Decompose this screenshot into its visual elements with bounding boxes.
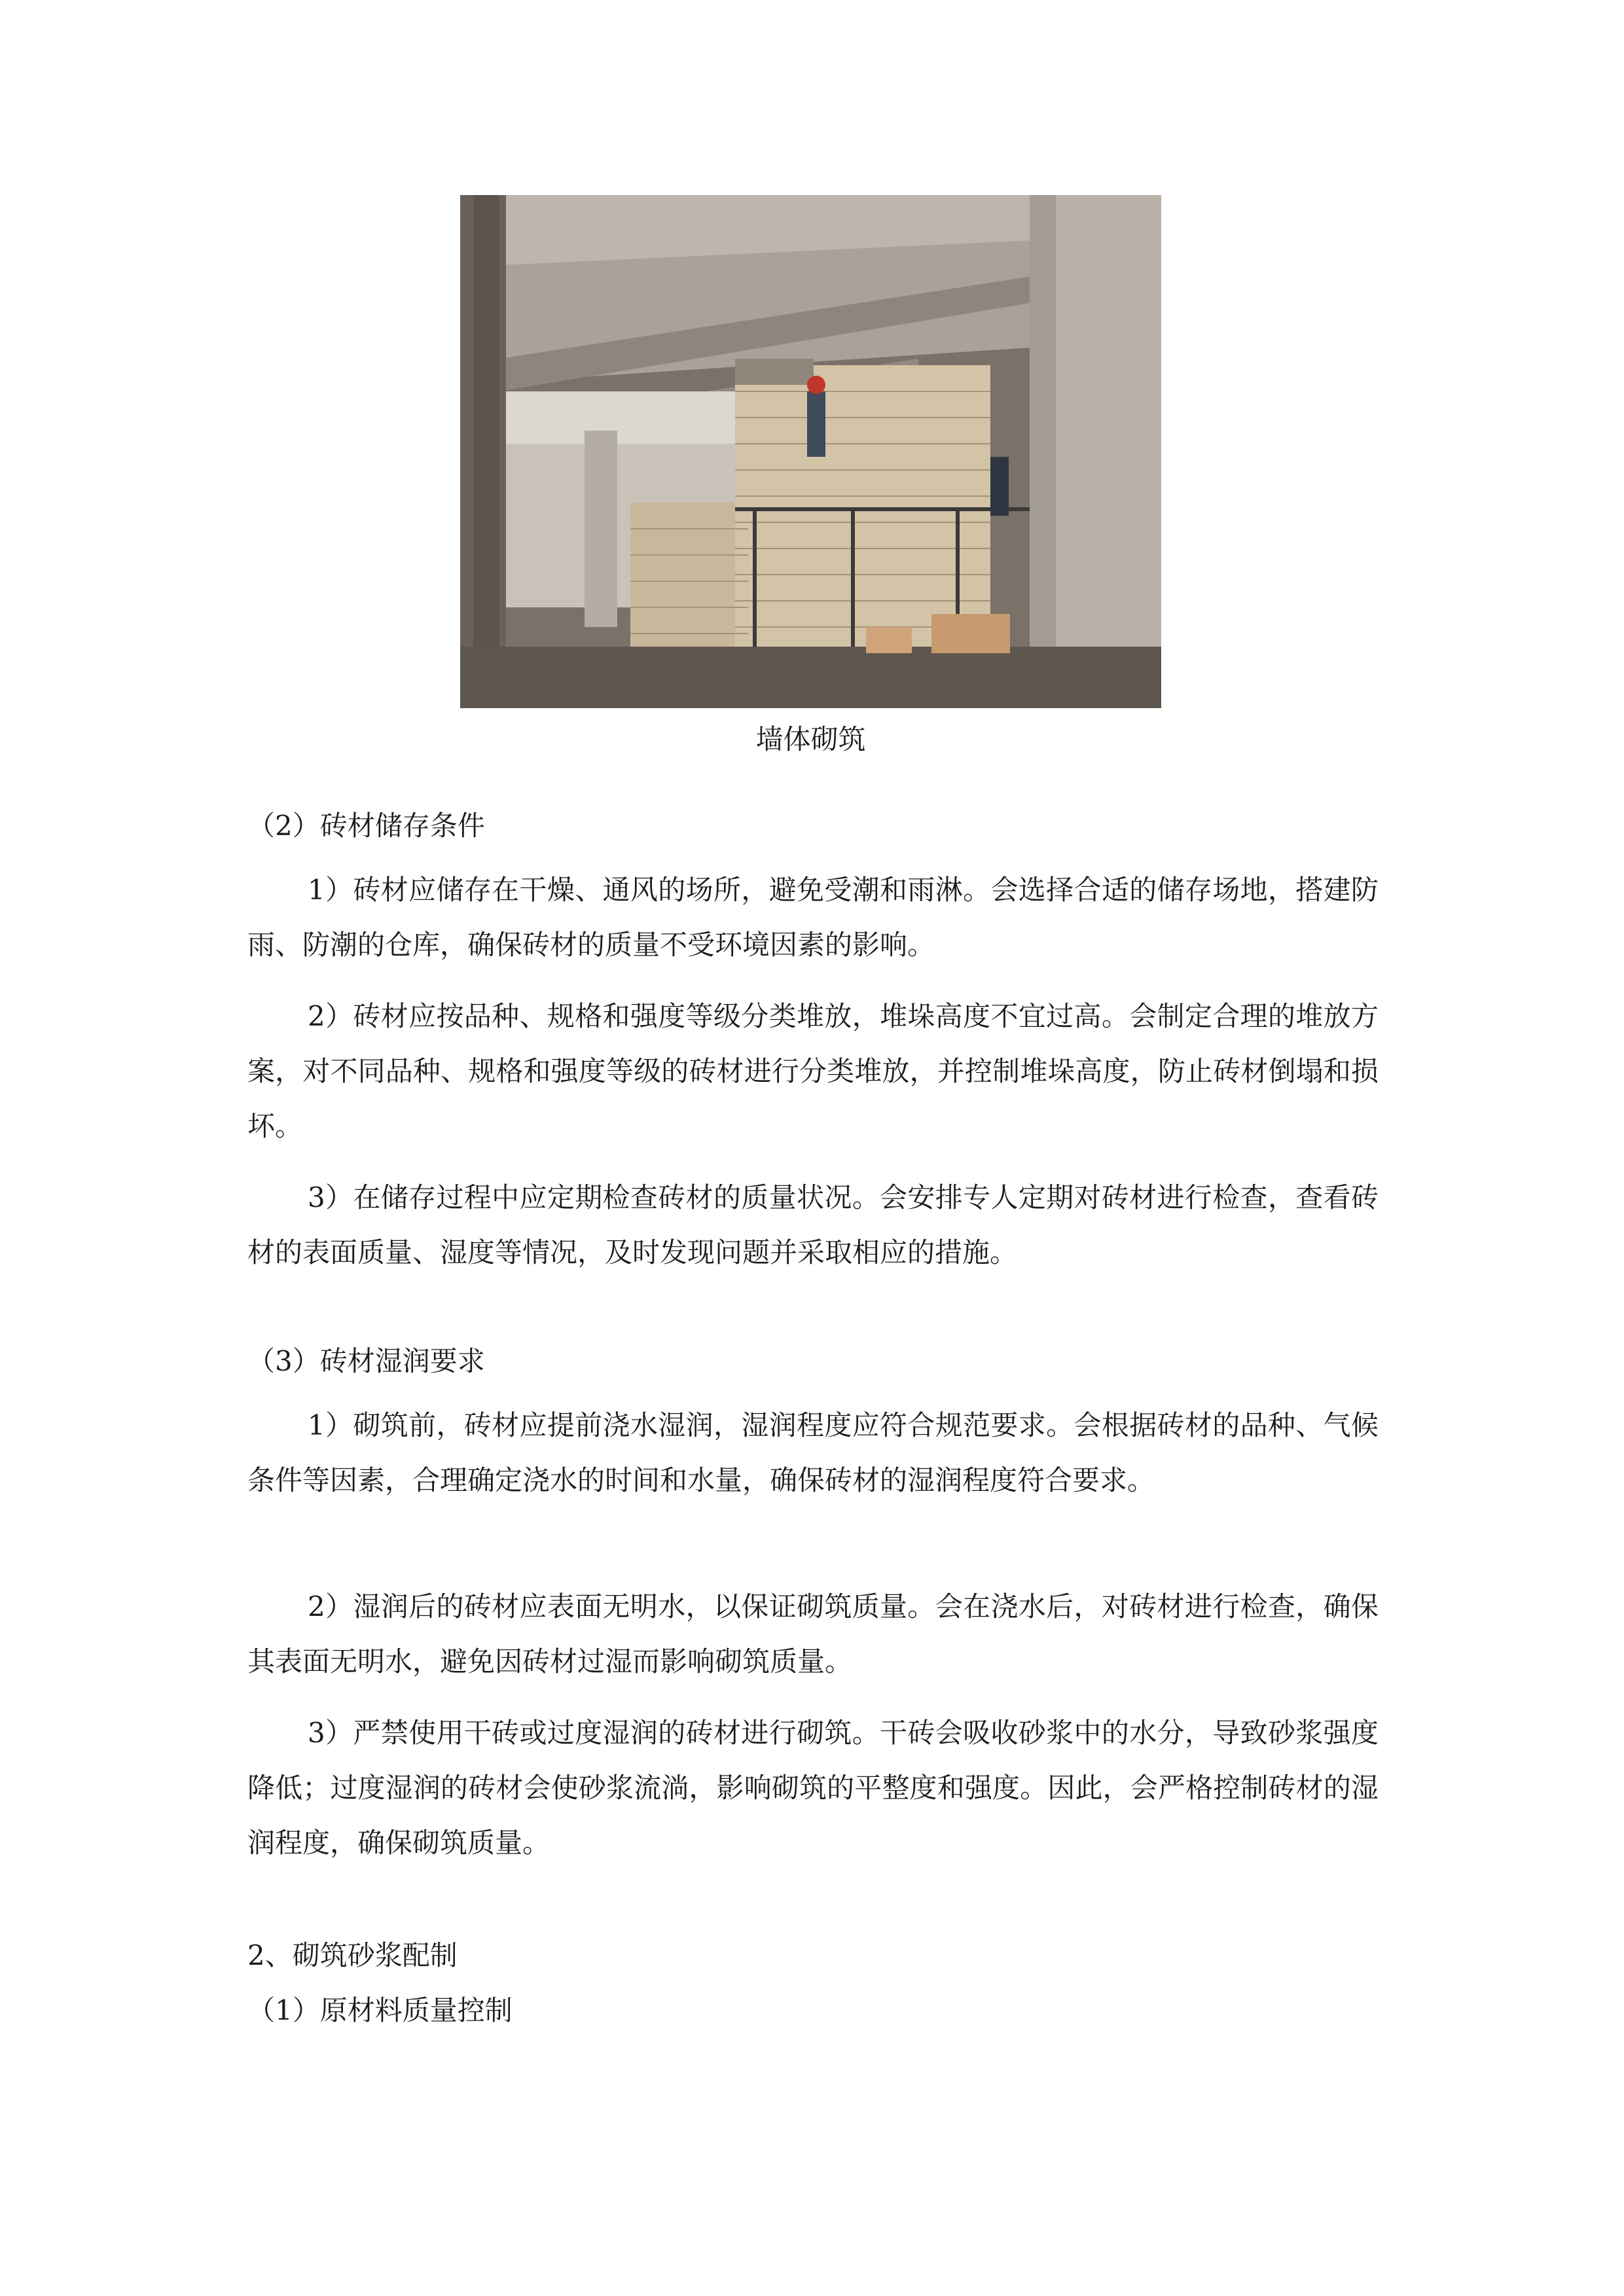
section-heading-mortar: 2、砌筑砂浆配制 [247, 1939, 458, 1971]
wetting-item-3: 3）严禁使用干砖或过度湿润的砖材进行砌筑。干砖会吸收砂浆中的水分，导致砂浆强度降低；过度湿润的砖材会使砂浆流淌，影响砌筑的平整度和强度。因此，会严格控制砖材的湿润程度，确保砌筑质量。 [247, 1717, 1379, 1859]
figure-caption: 墙体砌筑 [755, 723, 866, 755]
construction-photo [460, 195, 1161, 708]
section-heading-wetting: （3）砖材湿润要求 [247, 1345, 485, 1377]
wetting-item-1: 1）砌筑前，砖材应提前浇水湿润，湿润程度应符合规范要求。会根据砖材的品种、气候条件等因素，合理确定浇水的时间和水量，确保砖材的湿润程度符合要求。 [247, 1409, 1379, 1496]
storage-item-1: 1）砖材应储存在干燥、通风的场所，避免受潮和雨淋。会选择合适的储存场地，搭建防雨、防潮的仓库，确保砖材的质量不受环境因素的影响。 [247, 874, 1379, 961]
wetting-item-2: 2）湿润后的砖材应表面无明水，以保证砌筑质量。会在浇水后，对砖材进行检查，确保其表面无明水，避免因砖材过湿而影响砌筑质量。 [247, 1590, 1379, 1677]
storage-item-2: 2）砖材应按品种、规格和强度等级分类堆放，堆垛高度不宜过高。会制定合理的堆放方案，对不同品种、规格和强度等级的砖材进行分类堆放，并控制堆垛高度，防止砖材倒塌和损坏。 [247, 1000, 1379, 1142]
storage-item-3: 3）在储存过程中应定期检查砖材的质量状况。会安排专人定期对砖材进行检查，查看砖材的表面质量、湿度等情况，及时发现问题并采取相应的措施。 [247, 1181, 1379, 1268]
brick-wall-photo-illustration [460, 195, 1161, 708]
section-heading-storage: （2）砖材储存条件 [247, 810, 485, 842]
subsection-heading-raw-materials: （1）原材料质量控制 [247, 1994, 513, 2026]
